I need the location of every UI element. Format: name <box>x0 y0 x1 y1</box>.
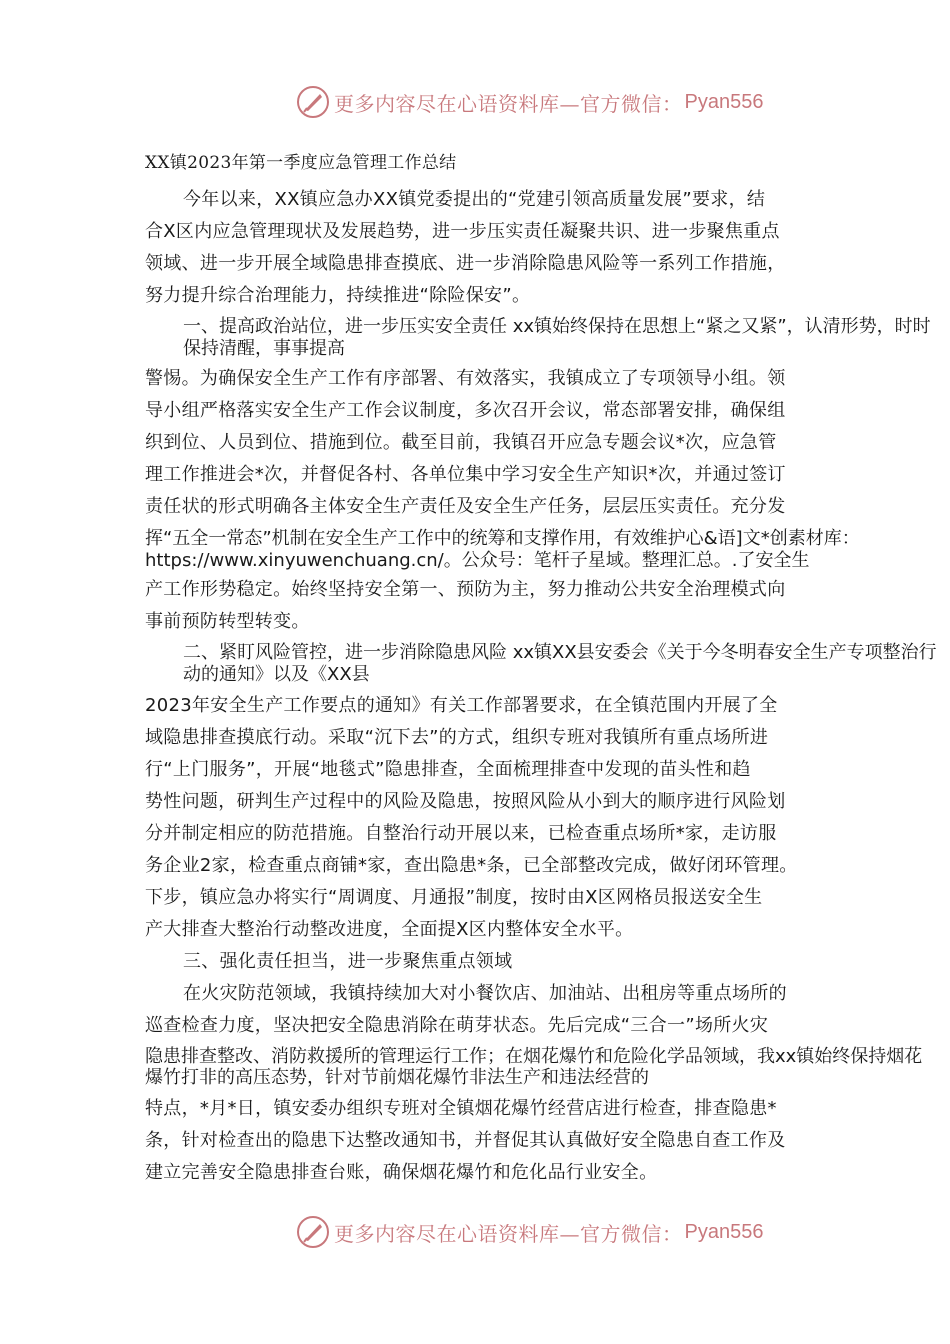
paragraph-line: 2023年安全生产工作要点的通知》有关工作部署要求，在全镇范围内开展了全 <box>145 695 778 716</box>
paragraph-line: 事前预防转型转变。 <box>145 611 310 632</box>
paragraph-line: 产工作形势稳定。始终坚持安全第一、预防为主，努力推动公共安全治理模式向 <box>145 579 786 600</box>
watermark-wechat-id: Pyan556 <box>684 1220 764 1243</box>
paragraph-line: 行“上门服务”，开展“地毯式”隐患排查，全面梳理排查中发现的苗头性和趋 <box>145 759 751 780</box>
section-heading-1: 一、提高政治站位，进一步压实安全责任 xx镇始终保持在思想上“紧之又紧”，认清形势，时时保持清醒，事事提高 <box>183 316 931 359</box>
section-heading-3: 三、强化责任担当，进一步聚焦重点领域 <box>183 951 513 972</box>
paragraph-line: 巡查检查力度，坚决把安全隐患消除在萌芽状态。先后完成“三合一”场所火灾 <box>145 1015 769 1036</box>
watermark-text: 更多内容尽在心语资料库—官方微信： <box>334 1221 683 1246</box>
watermark-wechat-id: Pyan556 <box>684 90 764 113</box>
document-title: XX镇2023年第一季度应急管理工作总结 <box>145 153 457 173</box>
paragraph-line: 产大排查大整治行动整改进度，全面提X区内整体安全水平。 <box>145 919 634 940</box>
inserted-ad-text: 挥“五全一常态”机制在安全生产工作中的统筹和支撑作用，有效维护心&语]文*创素材库：https://www.xinyuwenchuang.cn/。公众号：笔杆子星域。整理汇总。.了安全生 <box>145 528 860 571</box>
paragraph-line: 势性问题，研判生产过程中的风险及隐患，按照风险从小到大的顺序进行风险划 <box>145 791 786 812</box>
paragraph-line: 领域、进一步开展全域隐患排查摸底、进一步消除隐患风险等一系列工作措施， <box>145 253 786 274</box>
paragraph-line-wrapped: 隐患排查整改、消防救援所的管理运行工作；在烟花爆竹和危险化学品领域，我xx镇始终保持烟花爆竹打非的高压态势，针对节前烟花爆竹非法生产和违法经营的 <box>145 1046 923 1088</box>
paragraph-line: 分并制定相应的防范措施。自整治行动开展以来，已检查重点场所*家，走访服 <box>145 823 777 844</box>
section-heading-2: 二、紧盯风险管控，进一步消除隐患风险 xx镇XX县安委会《关于今冬明春安全生产专项整治行动的通知》以及《XX县 <box>183 642 937 685</box>
paragraph-line: 下步，镇应急办将实行“周调度、月通报”制度，按时由X区网格员报送安全生 <box>145 887 763 908</box>
paragraph-line: 条，针对检查出的隐患下达整改通知书，并督促其认真做好安全隐患自查工作及 <box>145 1130 786 1151</box>
paragraph-line: 织到位、人员到位、措施到位。截至目前，我镇召开应急专题会议*次，应急管 <box>145 432 777 453</box>
quill-logo-icon <box>296 85 330 119</box>
paragraph-line: 特点，*月*日，镇安委办组织专班对全镇烟花爆竹经营店进行检查，排查隐患* <box>145 1098 777 1119</box>
paragraph-line: 务企业2家，检查重点商铺*家，查出隐患*条，已全部整改完成，做好闭环管理。 <box>145 855 798 876</box>
paragraph-line: 合X区内应急管理现状及发展趋势，进一步压实责任凝聚共识、进一步聚焦重点 <box>145 221 780 242</box>
paragraph-line: 责任状的形式明确各主体安全生产责任及安全生产任务，层层压实责任。充分发 <box>145 496 786 517</box>
watermark-banner-bottom <box>296 1212 796 1252</box>
paragraph-line: 努力提升综合治理能力，持续推进“除险保安”。 <box>145 285 531 306</box>
paragraph-line: 在火灾防范领域，我镇持续加大对小餐饮店、加油站、出租房等重点场所的 <box>183 983 787 1004</box>
paragraph-line: 域隐患排查摸底行动。采取“沉下去”的方式，组织专班对我镇所有重点场所进 <box>145 727 769 748</box>
paragraph-line: 理工作推进会*次，并督促各村、各单位集中学习安全生产知识*次，并通过签订 <box>145 464 786 485</box>
paragraph-line: 警惕。为确保安全生产工作有序部署、有效落实，我镇成立了专项领导小组。领 <box>145 368 786 389</box>
watermark-banner-top <box>296 82 796 122</box>
quill-logo-icon <box>296 1215 330 1249</box>
paragraph-line: 导小组严格落实安全生产工作会议制度，多次召开会议，常态部署安排，确保组 <box>145 400 786 421</box>
paragraph-line: 建立完善安全隐患排查台账，确保烟花爆竹和危化品行业安全。 <box>145 1162 658 1183</box>
paragraph-line: 今年以来，XX镇应急办XX镇党委提出的“党建引领高质量发展”要求，结 <box>183 189 766 210</box>
watermark-text: 更多内容尽在心语资料库—官方微信： <box>334 91 683 116</box>
